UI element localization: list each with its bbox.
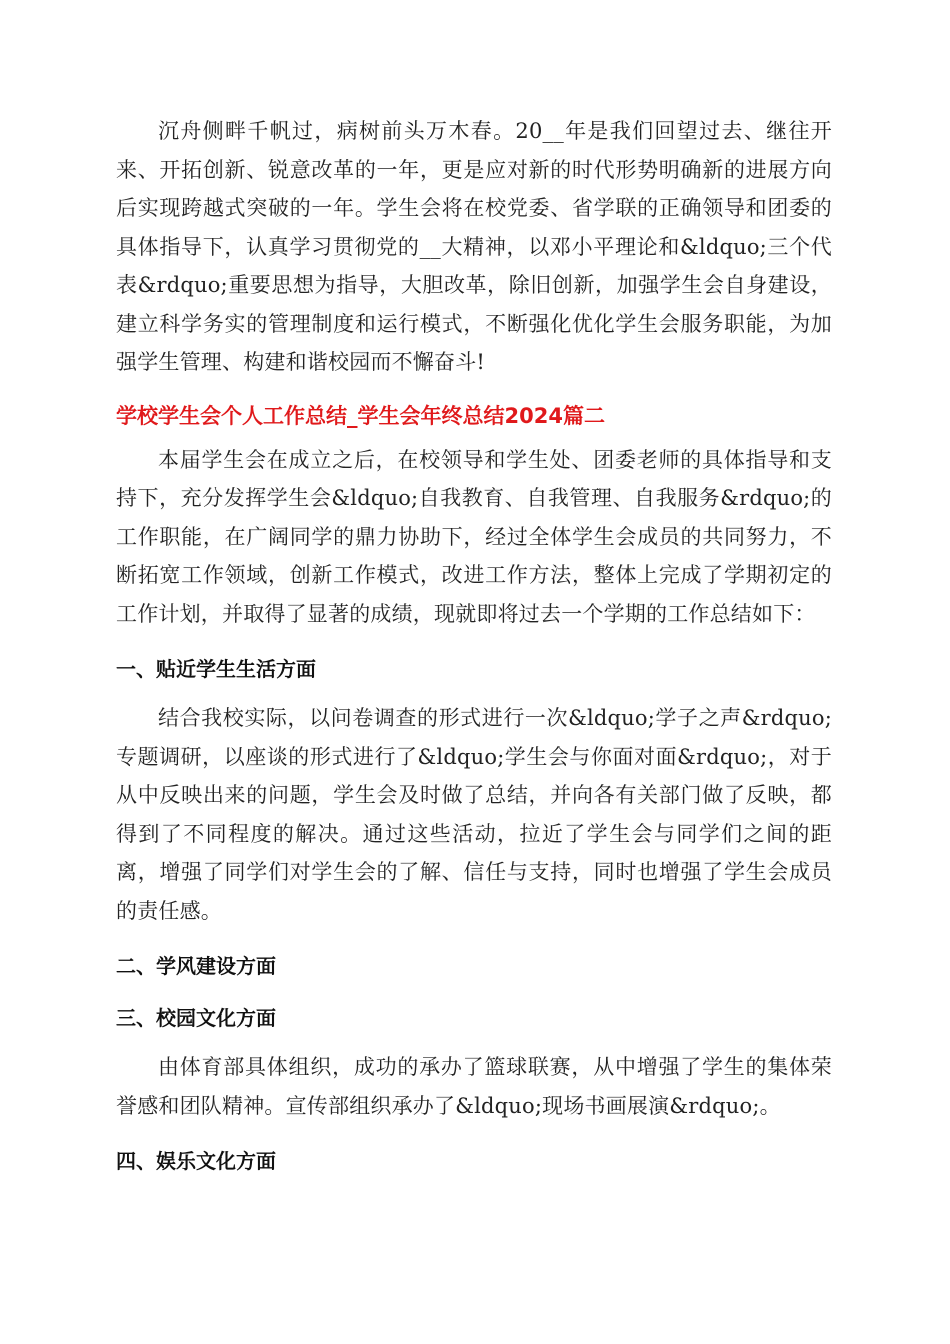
section-heading-entertainment: 四、娱乐文化方面 [116,1149,276,1173]
section-heading-student-life: 一、贴近学生生活方面 [116,657,316,681]
section-heading-campus-culture: 三、校园文化方面 [116,1006,276,1030]
document-content [116,112,832,1191]
article-intro-paragraph: 本届学生会在成立之后，在校领导和学生处、团委老师的具体指导和支持下，充分发挥学生会&ldquo;自我教育、自我管理、自我服务&rdquo;的工作职能，在广阔同学的鼎力协助下，经过全体学生会成员的共同努力，不断拓宽工作领域，创新工作模式，改进工作方法，整体上完成了学期初定的工作计划，并取得了显著的成绩，现就即将过去一个学期的工作总结如下： [116,447,832,626]
article-title: 学校学生会个人工作总结_学生会年终总结2024篇二 [116,403,605,428]
section-heading-study-style: 二、学风建设方面 [116,954,276,978]
section-body-student-life: 结合我校实际，以问卷调查的形式进行一次&ldquo;学子之声&rdquo;专题调研，以座谈的形式进行了&ldquo;学生会与你面对面&rdquo;，对于从中反映出来的问题，学生会及时做了总结，并向各有关部门做了反映，都得到了不同程度的解决。通过这些活动，拉近了学生会与同学们之间的距离，增强了同学们对学生会的了解、信任与支持，同时也增强了学生会成员的责任感。 [116,706,832,923]
intro-paragraph: 沉舟侧畔千帆过，病树前头万木春。20__年是我们回望过去、继往开来、开拓创新、锐意改革的一年，更是应对新的时代形势明确新的进展方向后实现跨越式突破的一年。学生会将在校党委、省学联的正确领导和团委的具体指导下，认真学习贯彻党的__大精神，以邓小平理论和&ldquo;三个代表&rdquo;重要思想为指导，大胆改革，除旧创新，加强学生会自身建设，建立科学务实的管理制度和运行模式，不断强化优化学生会服务职能，为加强学生管理、构建和谐校园而不懈奋斗! [116,119,832,374]
section-body-campus-culture: 由体育部具体组织，成功的承办了篮球联赛，从中增强了学生的集体荣誉感和团队精神。宣传部组织承办了&ldquo;现场书画展演&rdquo;。 [116,1055,832,1118]
